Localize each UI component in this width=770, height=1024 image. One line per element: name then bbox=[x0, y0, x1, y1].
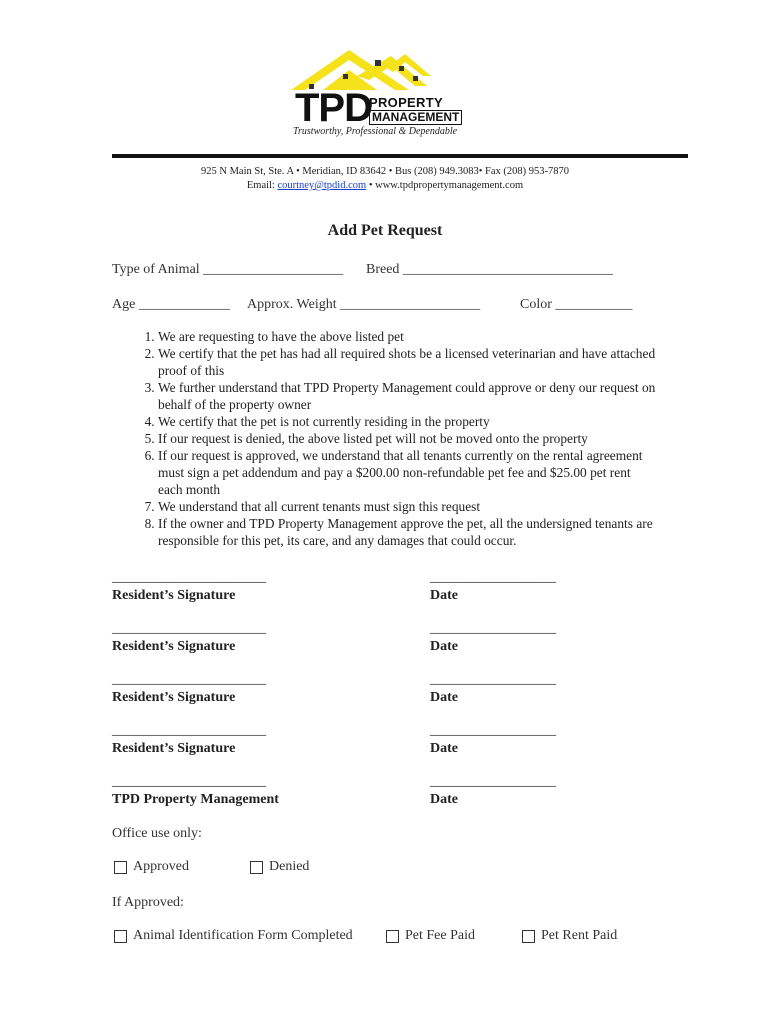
logo-tagline: Trustworthy, Professional & Dependable bbox=[293, 126, 458, 137]
animal-id-checkbox[interactable] bbox=[114, 930, 127, 943]
contact-address: 925 N Main St, Ste. A • Meridian, ID 83642 • Bus (208) 949.3083• Fax (208) 953-7870 bbox=[200, 166, 569, 177]
website-text: • www.tpdpropertymanagement.com bbox=[366, 180, 524, 191]
tpd-logo bbox=[287, 46, 460, 138]
date-label: Date bbox=[430, 639, 458, 654]
resident-signature-line-1[interactable]: ______________________ bbox=[112, 570, 266, 585]
resident-signature-label: Resident’s Signature bbox=[112, 639, 236, 654]
pet-fee-label: Pet Fee Paid bbox=[405, 928, 475, 943]
term-item: 8. If the owner and TPD Property Management approve the pet, all the undersigned tenants are responsible for this pet, its care, and any damages that could occur. bbox=[158, 515, 657, 549]
email-prefix: Email: bbox=[246, 180, 278, 191]
header-divider bbox=[112, 154, 688, 158]
term-item: 6. If our request is approved, we understand that all tenants currently on the rental agreement must sign a pet addendum and pay a $200.00 non-refundable pet fee and $25.00 pet rent each month bbox=[158, 447, 657, 498]
pet-rent-checkbox[interactable] bbox=[522, 930, 535, 943]
resident-signature-line-4[interactable]: ______________________ bbox=[112, 723, 266, 738]
term-item: 7. We understand that all current tenants must sign this request bbox=[158, 498, 657, 515]
pet-rent-label: Pet Rent Paid bbox=[541, 928, 618, 943]
date-line-1[interactable]: __________________ bbox=[430, 570, 556, 585]
date-line-4[interactable]: __________________ bbox=[430, 723, 556, 738]
date-label: Date bbox=[430, 588, 458, 603]
logo-line2: MANAGEMENT bbox=[369, 110, 462, 125]
term-item: 1. We are requesting to have the above listed pet bbox=[158, 328, 657, 345]
approved-label: Approved bbox=[133, 859, 189, 874]
office-use-heading: Office use only: bbox=[112, 826, 202, 841]
resident-signature-label: Resident’s Signature bbox=[112, 741, 236, 756]
resident-signature-label: Resident’s Signature bbox=[112, 588, 236, 603]
resident-signature-line-3[interactable]: ______________________ bbox=[112, 672, 266, 687]
type-of-animal-field[interactable]: Type of Animal ____________________ bbox=[112, 262, 344, 277]
date-line-5[interactable]: __________________ bbox=[430, 774, 556, 789]
date-label: Date bbox=[430, 690, 458, 705]
resident-signature-line-2[interactable]: ______________________ bbox=[112, 621, 266, 636]
contact-email-line bbox=[112, 180, 658, 191]
tpd-signature-label: TPD Property Management bbox=[112, 792, 279, 807]
age-field[interactable]: Age _____________ bbox=[112, 297, 230, 312]
term-item: 3. We further understand that TPD Property Management could approve or deny our request on behalf of the property owner bbox=[158, 379, 657, 413]
page-title: Add Pet Request bbox=[327, 222, 443, 239]
terms-list bbox=[112, 328, 657, 549]
date-label: Date bbox=[430, 741, 458, 756]
animal-id-label: Animal Identification Form Completed bbox=[133, 928, 353, 943]
denied-label: Denied bbox=[269, 859, 310, 874]
email-link[interactable]: courtney@tpdid.com bbox=[277, 180, 367, 191]
color-field[interactable]: Color ___________ bbox=[520, 297, 633, 312]
denied-checkbox[interactable] bbox=[250, 861, 263, 874]
weight-field[interactable]: Approx. Weight ____________________ bbox=[247, 297, 481, 312]
if-approved-heading: If Approved: bbox=[112, 895, 184, 910]
date-line-3[interactable]: __________________ bbox=[430, 672, 556, 687]
term-item: 5. If our request is denied, the above listed pet will not be moved onto the property bbox=[158, 430, 657, 447]
approved-checkbox[interactable] bbox=[114, 861, 127, 874]
pet-fee-checkbox[interactable] bbox=[386, 930, 399, 943]
term-item: 2. We certify that the pet has had all required shots be a licensed veterinarian and have attached proof of this bbox=[158, 345, 657, 379]
resident-signature-label: Resident’s Signature bbox=[112, 690, 236, 705]
date-line-2[interactable]: __________________ bbox=[430, 621, 556, 636]
term-item: 4. We certify that the pet is not currently residing in the property bbox=[158, 413, 657, 430]
logo-brand: TPD bbox=[295, 86, 372, 130]
date-label: Date bbox=[430, 792, 458, 807]
breed-field[interactable]: Breed ______________________________ bbox=[366, 262, 613, 277]
tpd-signature-line[interactable]: ______________________ bbox=[112, 774, 266, 789]
logo-line1: PROPERTY bbox=[369, 95, 443, 110]
